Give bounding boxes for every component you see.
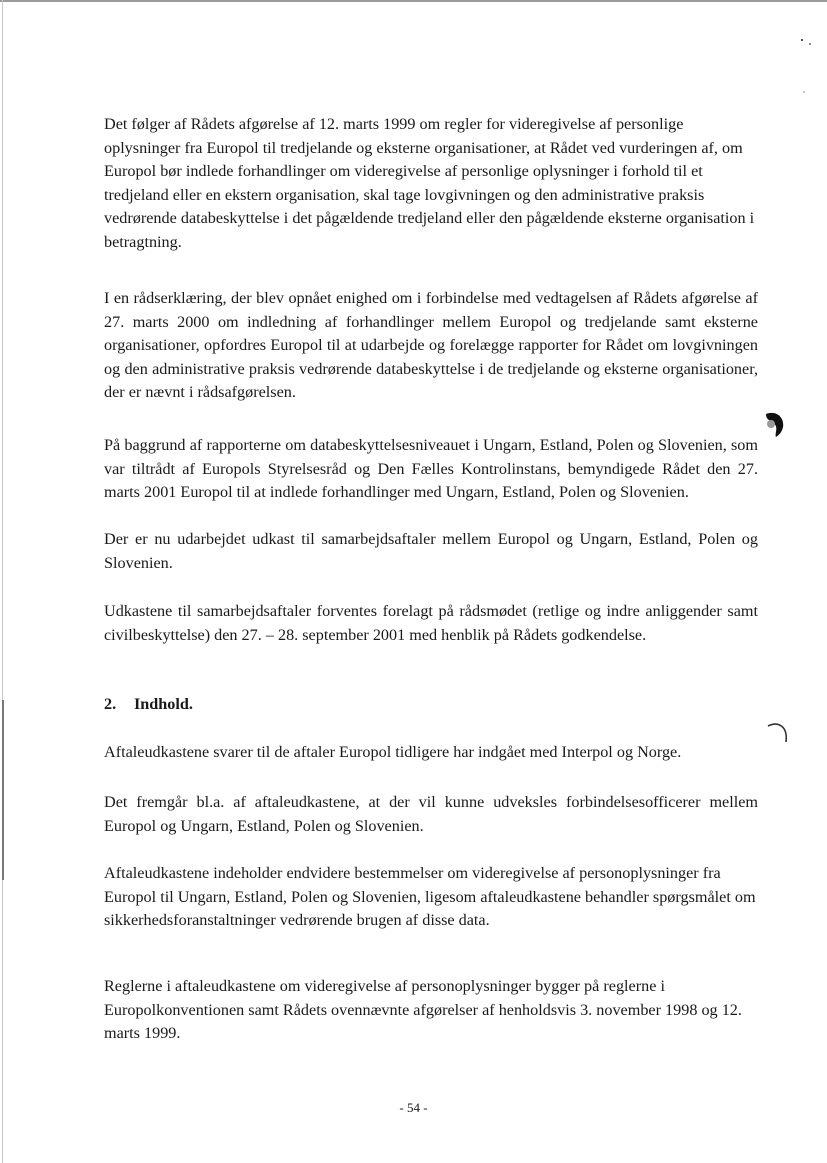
scan-left-border — [2, 0, 3, 1163]
paragraph-8: Aftaleudkastene indeholder endvidere bestemmelser om videregivelse af personoplysninger fra Europol til Ungarn, Estland, Polen og Slovenien, ligesom aftaleudkastene behandler spørgsmålet om sikkerhedsforanstaltninger vedrørende brugen af disse data. — [104, 864, 756, 930]
scan-left-border-shadow — [2, 700, 4, 880]
scan-speck-marks — [800, 36, 820, 98]
section-title: Indhold. — [134, 695, 193, 713]
paragraph-3: På baggrund af rapporterne om databeskyttelsesniveauet i Ungarn, Estland, Polen og Slovenien, som var tiltrådt af Europols Styrelsesråd og Den Fælles Kontrolinstans, bemyndigede Rådet den 27. marts 2001 Europol til at indlede forhandlinger med Ungarn, Estland, Polen og Slovenien. — [104, 436, 758, 502]
paragraph-4: Der er nu udarbejdet udkast til samarbejdsaftaler mellem Europol og Ungarn, Estland, Polen og Slovenien. — [104, 530, 758, 572]
punch-hole-mark — [760, 410, 790, 440]
page-number: - 54 - — [399, 1100, 428, 1115]
paragraph-1: Det følger af Rådets afgørelse af 12. marts 1999 om regler for videregivelse af personlige oplysninger fra Europol til tredjelande og eksterne organisationer, at Rådet ved vurderingen af, om Europol bør indlede forhandlinger om videregivelse af personlige oplysninger i forhold til et tredjeland eller en ekstern organisation, skal tage lovgivningen og den administrative praksis vedrørende databeskyttelse i det pågældende tredjeland eller den pågældende eksterne organisation i betragtning. — [104, 115, 755, 251]
scan-top-border — [0, 0, 827, 2]
punch-hole-mark-faint — [764, 720, 794, 750]
paragraph-9: Reglerne i aftaleudkastene om videregivelse af personoplysninger bygger på reglerne i Europolkonventionen samt Rådets ovennævnte afgørelser af henholdsvis 3. november 1998 og 12. marts 1999. — [104, 977, 742, 1043]
section-heading — [104, 692, 193, 716]
section-number: 2. — [104, 695, 117, 713]
paragraph-7: Det fremgår bl.a. af aftaleudkastene, at der vil kunne udveksles forbindelsesofficerer mellem Europol og Ungarn, Estland, Polen og Slovenien. — [104, 793, 758, 835]
paragraph-2: I en rådserklæring, der blev opnået enighed om i forbindelse med vedtagelsen af Rådets afgørelse af 27. marts 2000 om indledning af forhandlinger mellem Europol og tredjelande samt eksterne organisationer, opfordres Europol til at udarbejde og forelægge rapporter for Rådet om lovgivningen og den administrative praksis vedrørende databeskyttelse i de tredjelande og eksterne organisationer, der er nævnt i rådsafgørelsen. — [104, 289, 758, 402]
paragraph-5: Udkastene til samarbejdsaftaler forventes forelagt på rådsmødet (retlige og indre anliggender samt civilbeskyttelse) den 27. – 28. september 2001 med henblik på Rådets godkendelse. — [104, 602, 758, 644]
paragraph-6: Aftaleudkastene svarer til de aftaler Europol tidligere har indgået med Interpol og Norge. — [104, 743, 682, 761]
